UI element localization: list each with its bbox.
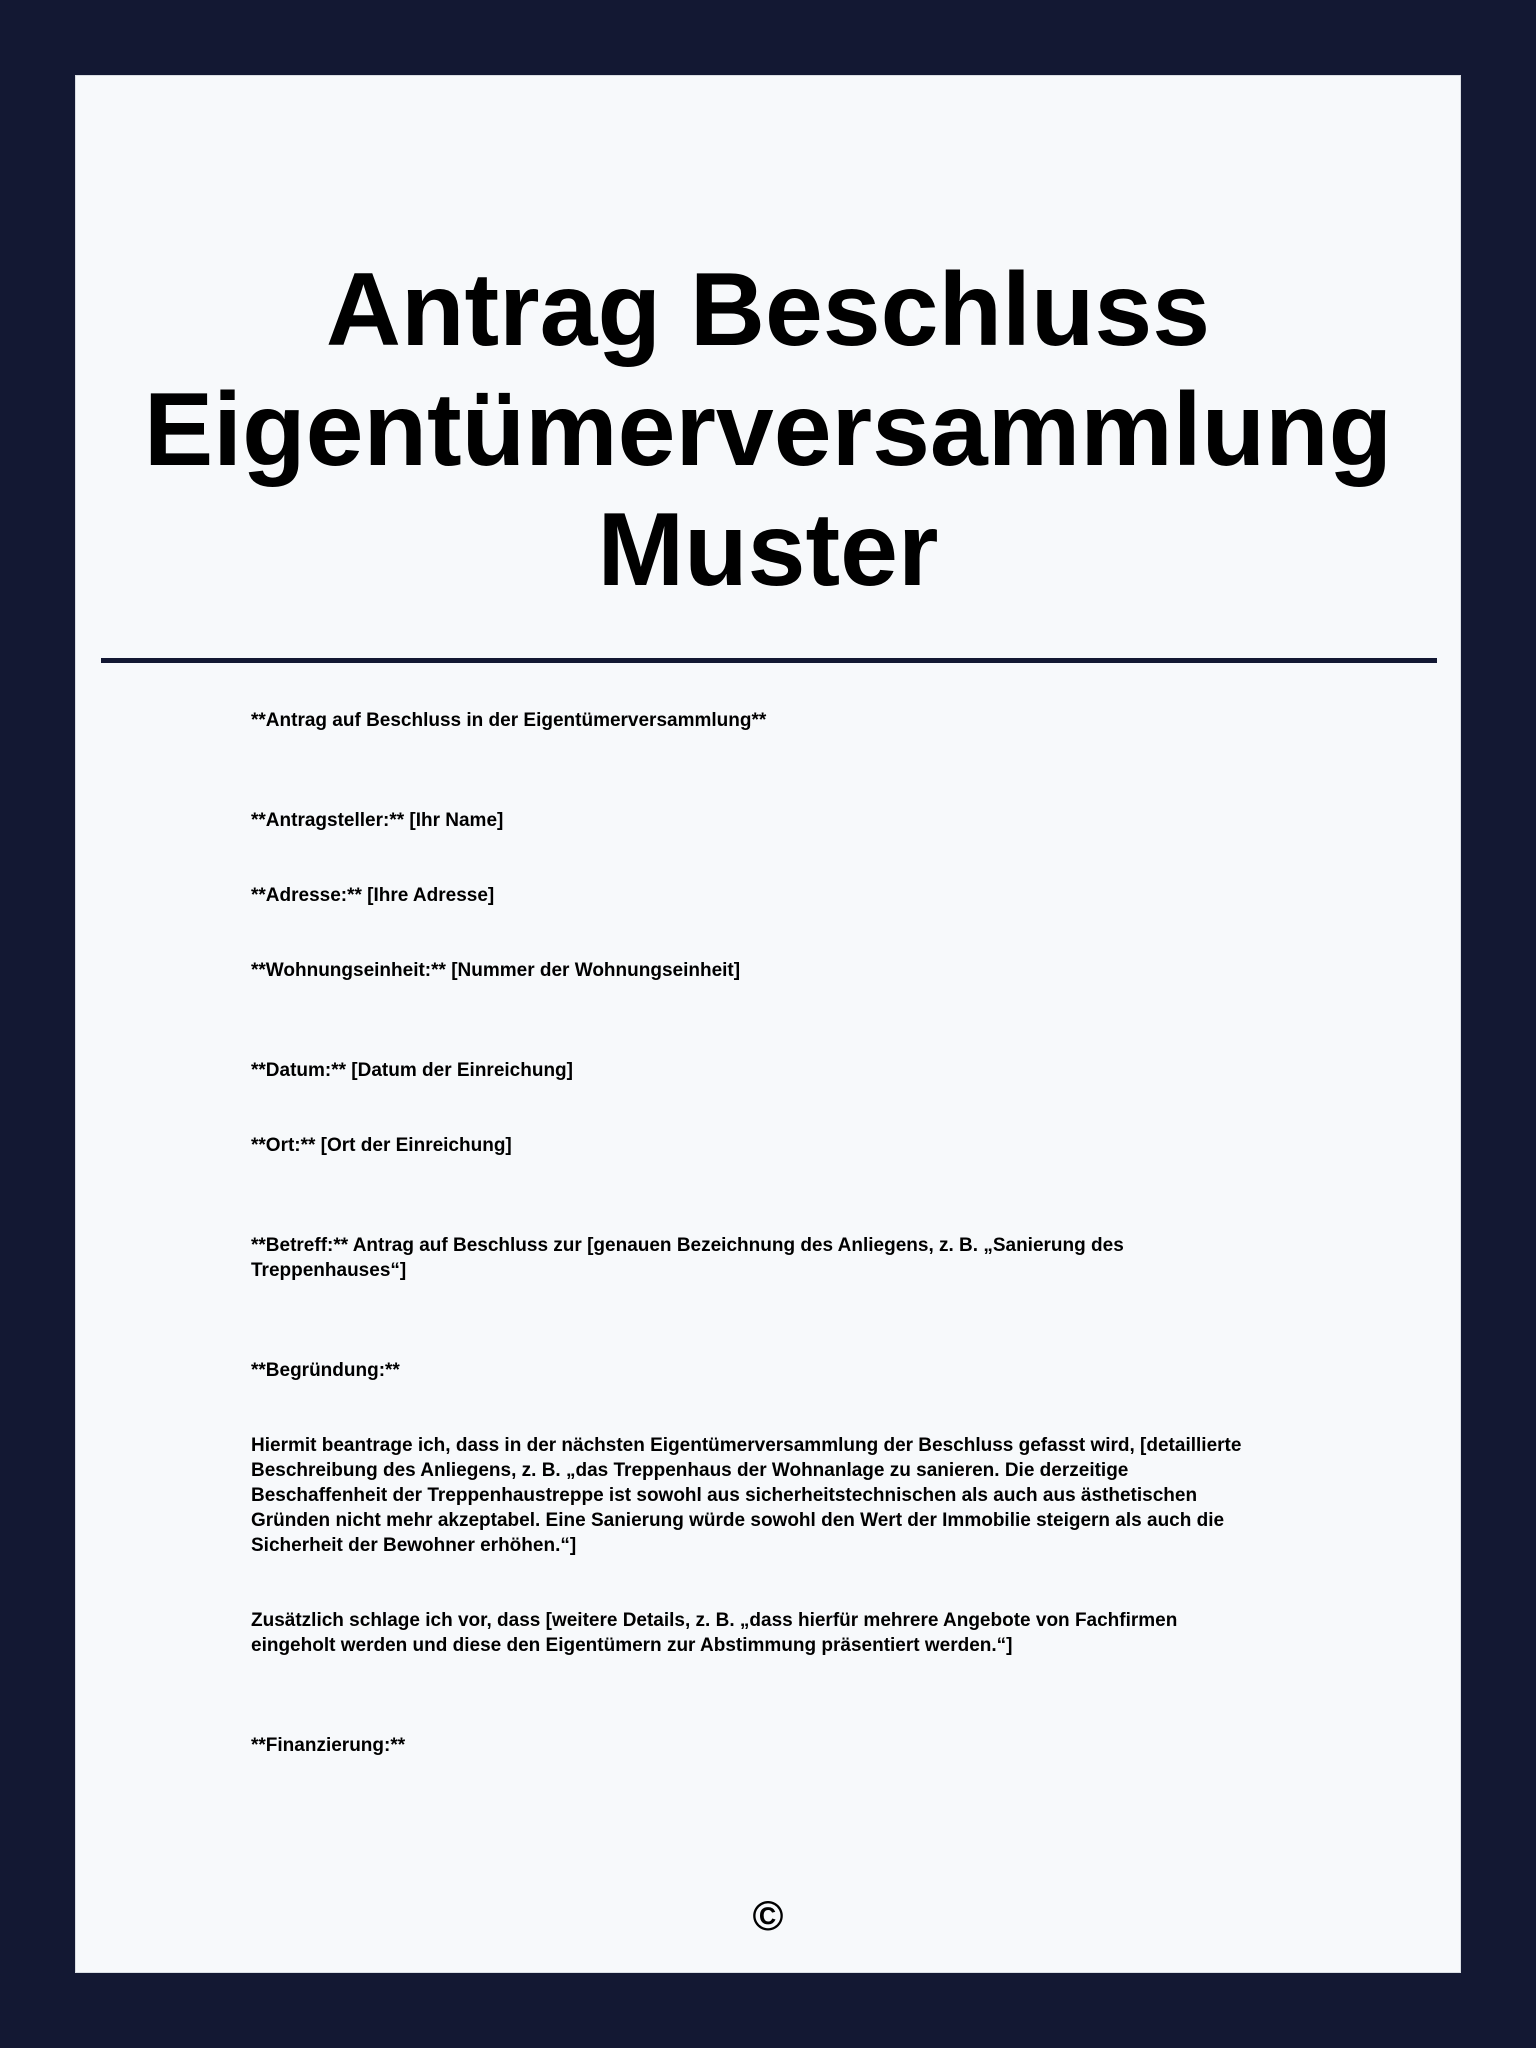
heading-begruendung: **Begründung:** xyxy=(251,1360,400,1381)
paragraph-begruendung: Hiermit beantrage ich, dass in der nächsten Eigentümerversammlung der Beschluss gefasst wird, [detaillierte Beschreibung des Anliegens, z. B. „das Treppenhaus der Wohnanlage zu sanieren. Die derzeitige Beschaffenheit der Treppenhaustreppe ist sowohl aus sicherheitstechnischen als auch aus ästhetischen Gründen nicht mehr akzeptabel. Eine Sanierung würde sowohl den Wert der Immobilie steigern als auch die Sicherheit der Bewohner erhöhen.“] xyxy=(251,1435,1242,1556)
title-line-1: Antrag Beschluss xyxy=(325,252,1211,368)
field-ort: **Ort:** [Ort der Einreichung] xyxy=(251,1135,512,1156)
heading-antrag: **Antrag auf Beschluss in der Eigentümerversammlung** xyxy=(251,710,767,731)
paragraph-zusaetzlich: Zusätzlich schlage ich vor, dass [weitere Details, z. B. „dass hierfür mehrere Angebote von Fachfirmen eingeholt werden und diese den Eigentümern zur Abstimmung präsentiert werden.“] xyxy=(251,1610,1178,1656)
document-title xyxy=(76,250,1460,610)
title-line-3: Muster xyxy=(597,492,939,608)
field-adresse: **Adresse:** [Ihre Adresse] xyxy=(251,885,495,906)
document-page xyxy=(75,75,1461,1973)
field-datum: **Datum:** [Datum der Einreichung] xyxy=(251,1060,573,1081)
title-line-2: Eigentümerversammlung xyxy=(143,372,1393,488)
title-divider xyxy=(101,658,1437,663)
heading-finanzierung: **Finanzierung:** xyxy=(251,1735,406,1756)
field-antragsteller: **Antragsteller:** [Ihr Name] xyxy=(251,810,504,831)
copyright-icon: © xyxy=(752,1892,784,1939)
field-wohnungseinheit: **Wohnungseinheit:** [Nummer der Wohnungseinheit] xyxy=(251,960,741,981)
field-betreff: **Betreff:** Antrag auf Beschluss zur [genauen Bezeichnung des Anliegens, z. B. „Sanierung des Treppenhauses“] xyxy=(251,1235,1124,1281)
